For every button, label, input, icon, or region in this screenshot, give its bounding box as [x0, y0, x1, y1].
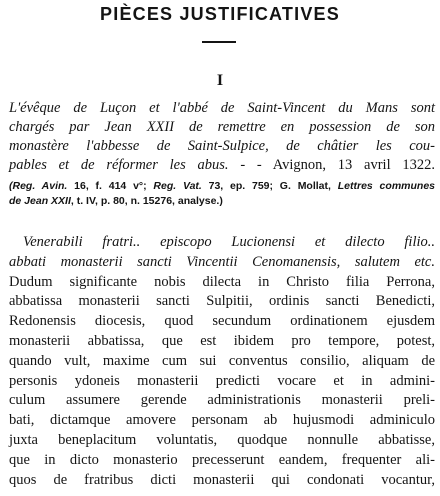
ref-book-title: de Jean XXII: [9, 195, 71, 207]
body-line: Redonensis diocesis, quod secundum ordinationem ejusdem: [9, 313, 435, 330]
body-line: que in dicto monasterio precesserunt eandem, frequenter ali-: [9, 451, 435, 468]
ref-text: 16, f. 414 v°;: [67, 180, 154, 192]
body-line: Dudum significante nobis dilecta in Christo filia Perrona,: [9, 273, 435, 290]
body-line: bati, dictamque amovere personam ab hujusmodi adminiculo: [9, 412, 435, 429]
ref-text: 73, ep. 759; G. Mollat,: [201, 180, 338, 192]
body-line: quando vult, maxime cum sui conventus consilio, aliquam de: [9, 352, 435, 369]
ref-register-avin: (Reg. Avin.: [9, 180, 68, 192]
body-line: abbatissa monasterii sancti Sulpitii, ordinis sancti Benedicti,: [9, 293, 435, 310]
document-body: [9, 233, 435, 490]
body-line: monasterii abbatissa, que est ibidem pro tempore, potest,: [9, 332, 435, 349]
salutation-line: abbati monasterii sancti Vincentii Cenomanensis, salutem etc.: [9, 253, 435, 270]
body-line: culum assumere gerende administrationis monasterii preli-: [9, 392, 435, 409]
running-title: PIÈCES JUSTIFICATIVES: [100, 4, 340, 24]
ref-text: , t. IV, p. 80, n. 15276, analyse.): [70, 195, 223, 207]
summary-line: chargés par Jean XXII de remettre en possession de son: [9, 119, 435, 135]
salutation-line: Venerabili fratri.. episcopo Lucionensi et dilecto filio..: [23, 234, 435, 250]
document-number: I: [216, 72, 224, 89]
title-rule: [202, 41, 236, 43]
references-line: [9, 194, 435, 209]
summary-date: - - Avignon, 13 avril 1322.: [240, 157, 436, 173]
body-line: personis ydoneis monasterii predicti vocare et in admini-: [9, 372, 435, 389]
summary-line: monastère l'abbesse de Saint-Sulpice, de châtier les cou-: [9, 138, 435, 154]
ref-register-vat: Reg. Vat.: [153, 180, 202, 192]
body-line: quos de fratribus dicti monasterii qui condonati vocantur,: [9, 471, 435, 488]
summary-line-last: [9, 156, 435, 175]
ref-book-title: Lettres communes: [337, 180, 435, 192]
summary-line: pables et de réformer les abus.: [9, 157, 229, 173]
document-summary: [9, 99, 435, 175]
references-line: [9, 179, 435, 194]
references: [9, 179, 435, 209]
body-line: juxta beneplacitum voluntatis, quodque nonnulle abbatisse,: [9, 431, 435, 448]
summary-line: L'évêque de Luçon et l'abbé de Saint-Vincent du Mans sont: [9, 100, 435, 116]
